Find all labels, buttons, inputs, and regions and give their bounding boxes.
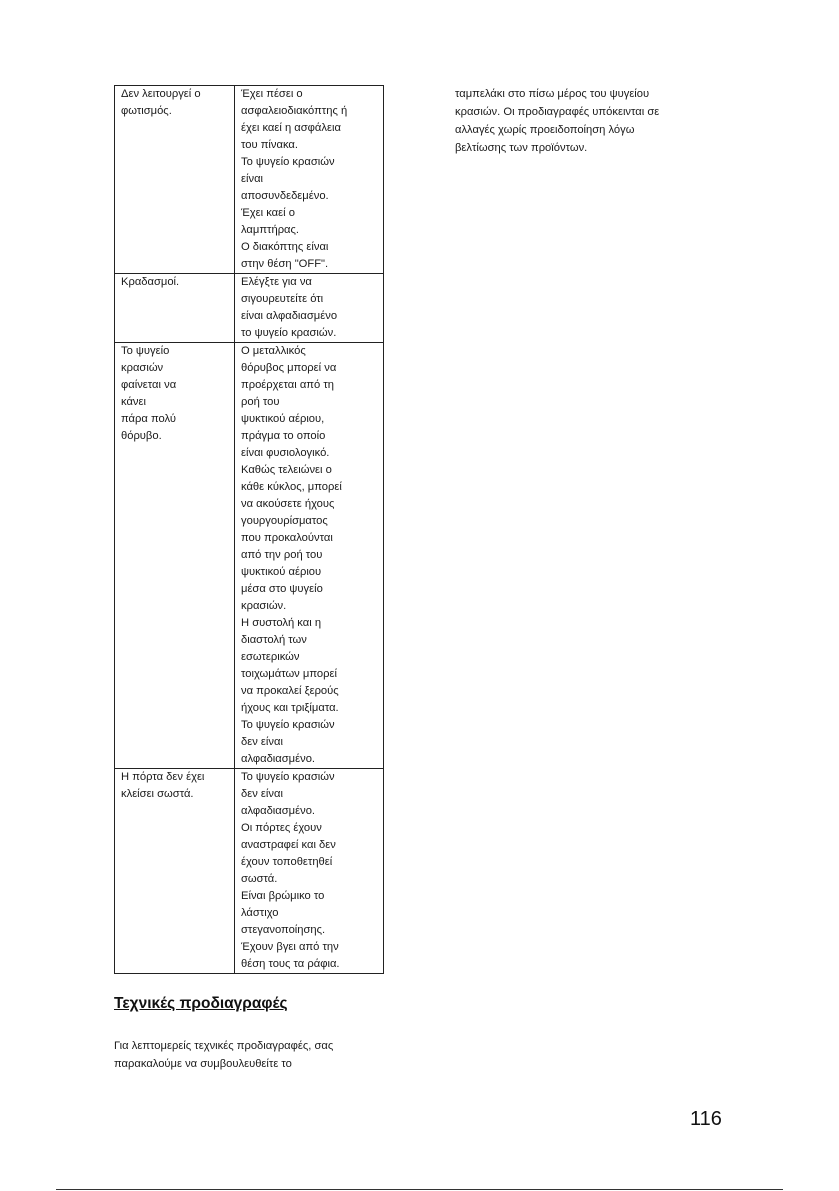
cause-line: Το ψυγείο κρασιών <box>241 156 335 168</box>
cause-line: αποσυνδεδεμένο. <box>241 190 329 202</box>
problem-line: Κραδασμοί. <box>121 276 180 288</box>
cause-line: κρασιών. <box>241 600 287 612</box>
cause-line: Έχει καεί ο <box>241 207 295 219</box>
troubleshooting-table <box>114 85 384 974</box>
table-row <box>115 343 384 769</box>
cause-line: που προκαλούνται <box>241 532 333 544</box>
cause-cell <box>235 274 384 343</box>
cause-line: ασφαλειοδιακόπτης ή <box>241 105 348 117</box>
cause-line: Το ψυγείο κρασιών <box>241 771 335 783</box>
cause-line: να ακούσετε ήχους <box>241 498 335 510</box>
cause-cell <box>235 343 384 769</box>
cause-cell <box>235 86 384 274</box>
cause-line: στεγανοποίησης. <box>241 924 326 936</box>
cause-line: να προκαλεί ξερούς <box>241 685 339 697</box>
cause-line: αλφαδιασμένο. <box>241 753 316 765</box>
cause-line: Το ψυγείο κρασιών <box>241 719 335 731</box>
cause-line: ψυκτικού αέριου <box>241 566 322 578</box>
footer-divider <box>56 1189 783 1190</box>
cause-line: εσωτερικών <box>241 651 300 663</box>
cause-line: πράγμα το οποίο <box>241 430 326 442</box>
cause-line: του πίνακα. <box>241 139 299 151</box>
problem-line: Το ψυγείο <box>121 345 170 357</box>
text-line: ταμπελάκι στο πίσω μέρος του ψυγείου <box>455 88 650 100</box>
text-line: βελτίωσης των προϊόντων. <box>455 142 588 154</box>
text-line: Για λεπτομερείς τεχνικές προδιαγραφές, σας <box>114 1040 334 1052</box>
table-row <box>115 86 384 274</box>
cause-line: στην θέση "OFF". <box>241 258 329 270</box>
cause-line: δεν είναι <box>241 736 283 748</box>
specs-continuation-text <box>455 85 735 157</box>
cause-line: προέρχεται από τη <box>241 379 334 391</box>
text-line: κρασιών. Οι προδιαγραφές υπόκεινται σε <box>455 106 660 118</box>
table-row <box>115 769 384 974</box>
table-row <box>115 274 384 343</box>
cause-line: ψυκτικού αέριου, <box>241 413 325 425</box>
cause-line: Καθώς τελειώνει ο <box>241 464 332 476</box>
cause-line: Ελέγξτε για να <box>241 276 312 288</box>
problem-cell <box>115 86 235 274</box>
cause-line: ροή του <box>241 396 280 408</box>
problem-cell <box>115 769 235 974</box>
cause-line: Οι πόρτες έχουν <box>241 822 322 834</box>
cause-line: Έχει πέσει ο <box>241 88 303 100</box>
problem-cell <box>115 343 235 769</box>
cause-line: είναι φυσιολογικό. <box>241 447 330 459</box>
problem-line: κλείσει σωστά. <box>121 788 194 800</box>
problem-line: κρασιών <box>121 362 164 374</box>
problem-line: Δεν λειτουργεί ο <box>121 88 201 100</box>
cause-line: από την ροή του <box>241 549 323 561</box>
text-line: αλλαγές χωρίς προειδοποίηση λόγω <box>455 124 635 136</box>
cause-line: λαμπτήρας. <box>241 224 300 236</box>
cause-line: θέση τους τα ράφια. <box>241 958 340 970</box>
problem-cell <box>115 274 235 343</box>
cause-line: Ο διακόπτης είναι <box>241 241 329 253</box>
cause-cell <box>235 769 384 974</box>
cause-line: διαστολή των <box>241 634 307 646</box>
cause-line: αναστραφεί και δεν <box>241 839 336 851</box>
cause-line: έχουν τοποθετηθεί <box>241 856 333 868</box>
cause-line: είναι <box>241 173 264 185</box>
cause-line: τοιχωμάτων μπορεί <box>241 668 337 680</box>
text-line: παρακαλούμε να συμβουλευθείτε το <box>114 1058 292 1070</box>
problem-line: φαίνεται να <box>121 379 177 391</box>
cause-line: λάστιχο <box>241 907 279 919</box>
problem-line: Η πόρτα δεν έχει <box>121 771 205 783</box>
section-heading-technical-specs: Τεχνικές προδιαγραφές <box>114 995 288 1012</box>
problem-line: θόρυβο. <box>121 430 162 442</box>
cause-line: Έχουν βγει από την <box>241 941 339 953</box>
cause-line: σωστά. <box>241 873 278 885</box>
cause-line: το ψυγείο κρασιών. <box>241 327 337 339</box>
page-number: 116 <box>690 1108 722 1130</box>
cause-line: κάθε κύκλος, μπορεί <box>241 481 342 493</box>
cause-line: έχει καεί η ασφάλεια <box>241 122 341 134</box>
cause-line: γουργουρίσματος <box>241 515 328 527</box>
cause-line: Ο μεταλλικός <box>241 345 306 357</box>
cause-line: θόρυβος μπορεί να <box>241 362 337 374</box>
cause-line: ήχους και τριξίματα. <box>241 702 339 714</box>
cause-line: σιγουρευτείτε ότι <box>241 293 324 305</box>
cause-line: Είναι βρώμικο το <box>241 890 325 902</box>
cause-line: αλφαδιασμένο. <box>241 805 316 817</box>
problem-line: φωτισμός. <box>121 105 172 117</box>
cause-line: μέσα στο ψυγείο <box>241 583 323 595</box>
cause-line: είναι αλφαδιασμένο <box>241 310 338 322</box>
technical-specs-paragraph <box>114 1037 394 1073</box>
problem-line: κάνει <box>121 396 146 408</box>
cause-line: Η συστολή και η <box>241 617 322 629</box>
problem-line: πάρα πολύ <box>121 413 176 425</box>
cause-line: δεν είναι <box>241 788 283 800</box>
